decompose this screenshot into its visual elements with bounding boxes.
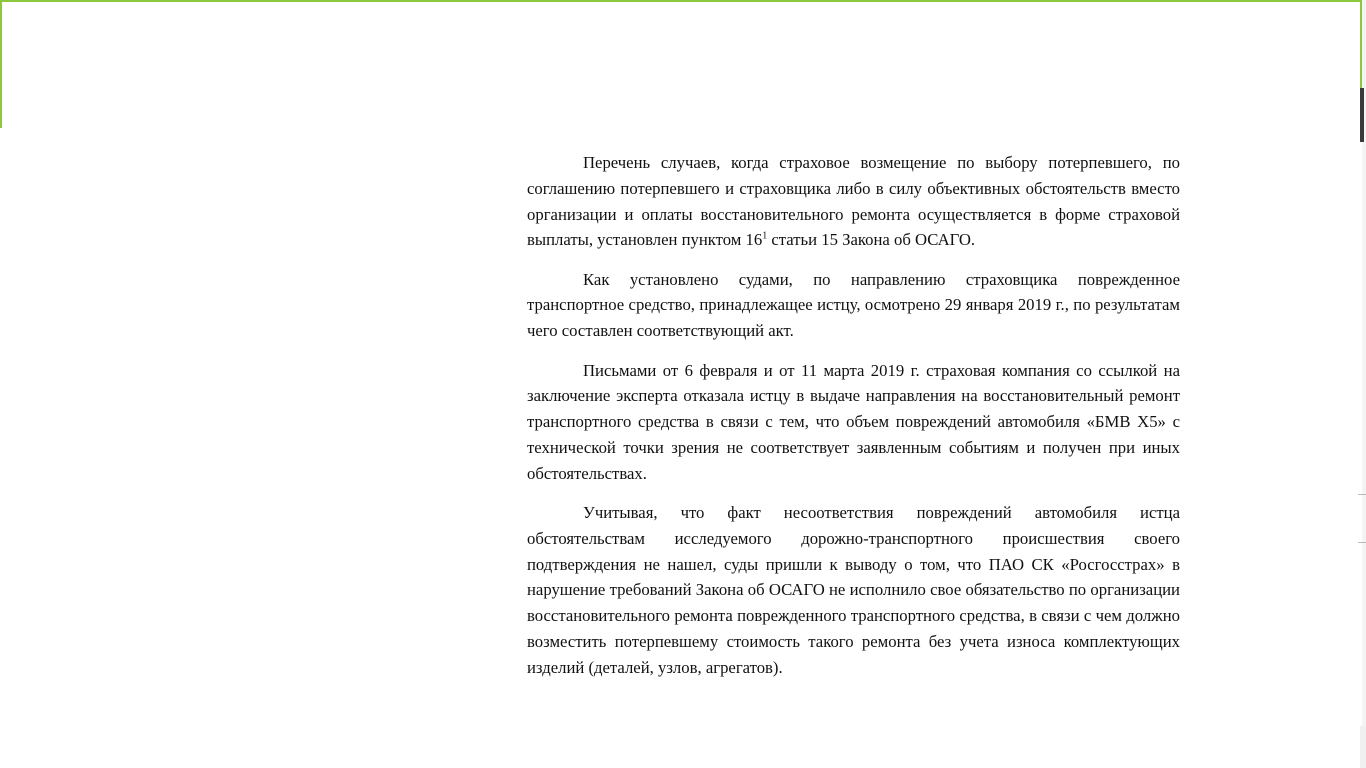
scrollbar-thumb[interactable] bbox=[1360, 88, 1364, 142]
scrollbar-marker bbox=[1358, 542, 1366, 543]
paragraph-4: Учитывая, что факт несоответствия повреждений автомобиля истца обстоятельствам исследуемого дорожно-транспортного происшествия своего подтверждения не нашел, суды пришли к выводу о том, что ПАО СК «Росгосстрах» в нарушение требований Закона об ОСАГО не исполнило свое обязательство по организации восстановительного ремонта поврежденного транспортного средства, в связи с чем должно возместить потерпевшему стоимость такого ремонта без учета износа комплектующих изделий (деталей, узлов, агрегатов). bbox=[527, 503, 1180, 677]
paragraph-1-tail: статьи 15 Закона об ОСАГО. bbox=[767, 230, 976, 250]
document-body bbox=[527, 150, 1180, 694]
scrollbar-track-end bbox=[1360, 726, 1366, 768]
page-header-frame bbox=[0, 0, 1362, 128]
document-page bbox=[520, 150, 1190, 728]
paragraph-3: Письмами от 6 февраля и от 11 марта 2019 г. страховая компания со ссылкой на заключение эксперта отказала истцу в выдаче направления на восстановительный ремонт транспортного средства в связи с тем, что объем повреждений автомобиля «БМВ Х5» с технической точки зрения не соответствует заявленным событиям и получен при иных обстоятельствах. bbox=[527, 360, 1180, 483]
paragraph-1 bbox=[527, 150, 1180, 253]
paragraph-1-text: Перечень случаев, когда страховое возмещение по выбору потерпевшего, по соглашению потерпевшего и страховщика либо в силу объективных обстоятельств вместо организации и оплаты восстановительного ремонта осуществляется в форме страховой выплаты, установлен пунктом 16 bbox=[527, 153, 1180, 250]
paragraph-1-superscript: 1 bbox=[762, 230, 768, 242]
scrollbar-marker bbox=[1358, 494, 1366, 495]
paragraph-2: Как установлено судами, по направлению страховщика поврежденное транспортное средство, принадлежащее истцу, осмотрено 29 января 2019 г., по результатам чего составлен соответствующий акт. bbox=[527, 269, 1180, 341]
